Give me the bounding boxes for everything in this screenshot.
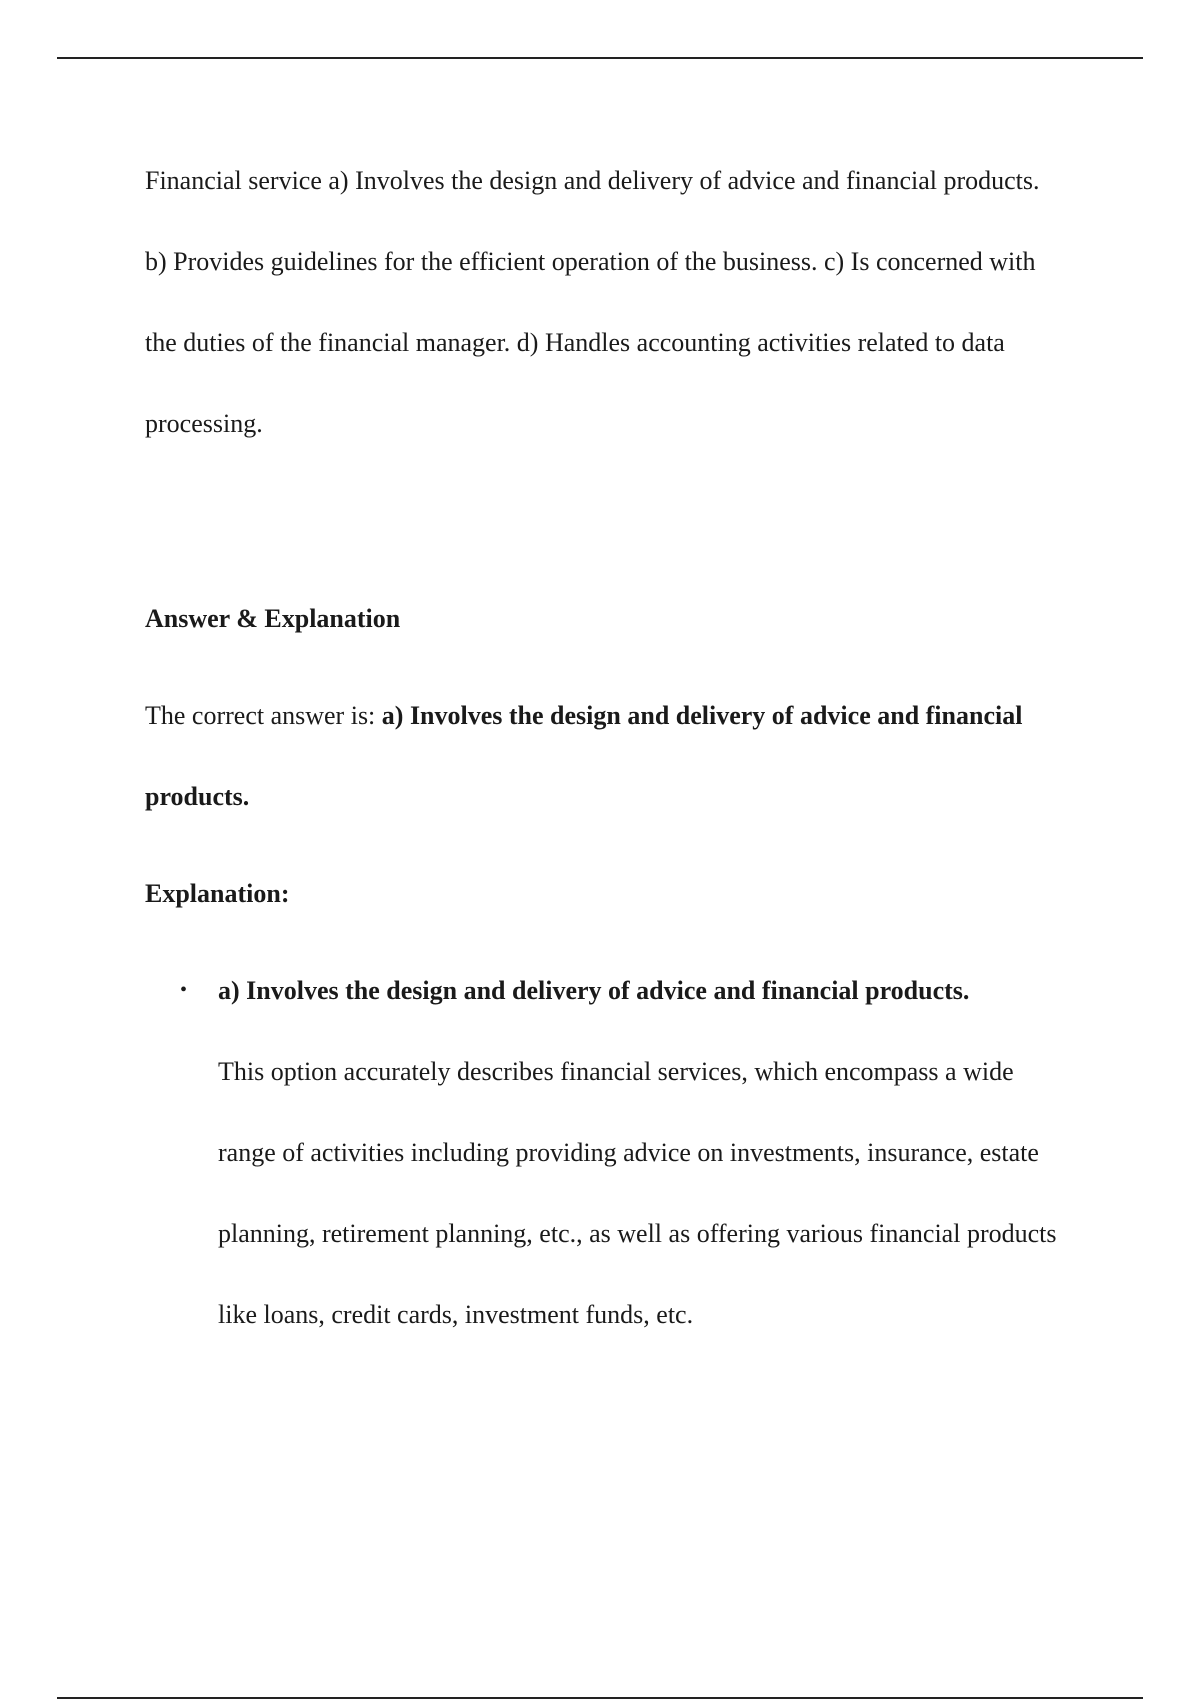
top-rule	[57, 57, 1143, 59]
explanation-heading: Explanation:	[145, 879, 290, 908]
explanation-item-title: a) Involves the design and delivery of advice and financial products.	[218, 976, 970, 1005]
question-text: Financial service a) Involves the design and delivery of advice and financial products. b) Provides guidelines for the efficient operation of the business. c) Is concerned with the duties of the financial manager. d) Handles accounting activities related to data processing.	[145, 166, 1040, 438]
section-spacer	[145, 464, 1065, 578]
answer-prefix: The correct answer is:	[145, 701, 382, 730]
bullet-icon: •	[180, 979, 188, 1001]
answer-value: a) Involves the design and delivery of advice and financial products.	[145, 701, 1023, 811]
correct-answer	[145, 675, 1065, 837]
explanation-item-text: This option accurately describes financial services, which encompass a wide range of activities including providing advice on investments, insurance, estate planning, retirement planning, etc., as well as offering various financial products like loans, credit cards, investment funds, etc.	[218, 1057, 1057, 1329]
document-body	[145, 140, 1065, 1355]
bottom-rule	[57, 1697, 1143, 1699]
list-item	[145, 950, 1065, 1355]
answer-heading: Answer & Explanation	[145, 604, 401, 633]
explanation-list	[145, 950, 1065, 1355]
